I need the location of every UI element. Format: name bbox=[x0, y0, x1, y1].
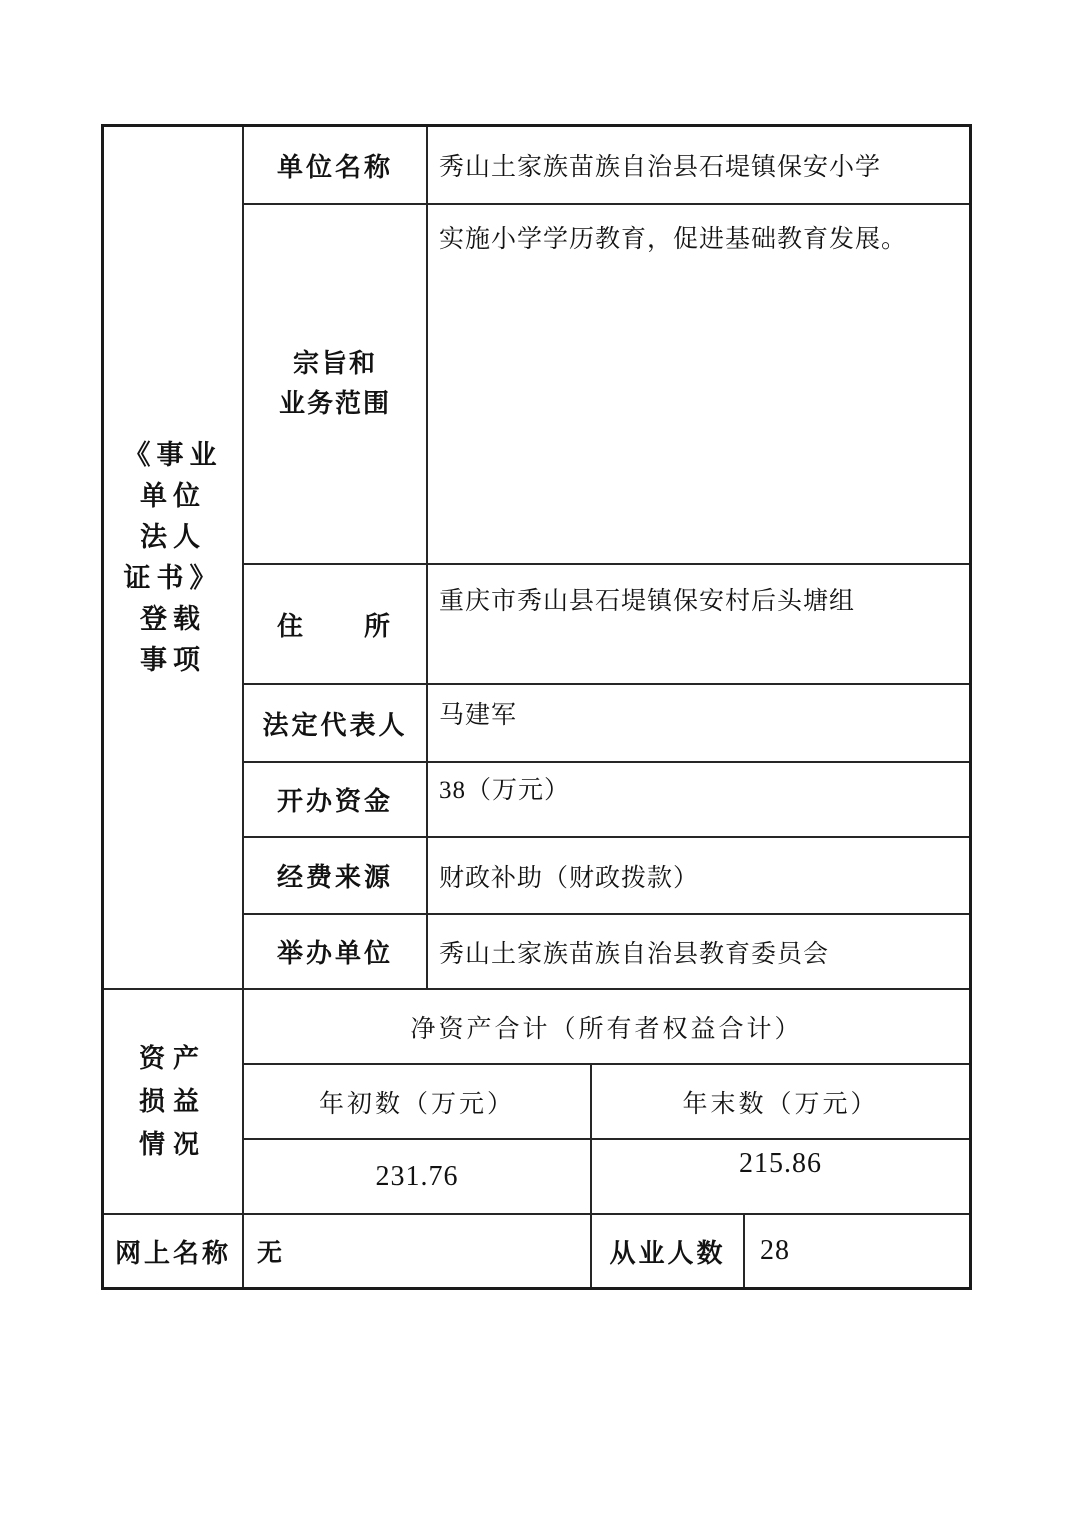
mission-value: 实施小学学历教育，促进基础教育发展。 bbox=[428, 205, 969, 565]
assets-section-label bbox=[104, 990, 244, 1215]
funding-source-value: 财政补助（财政拨款） bbox=[428, 838, 969, 915]
address-value: 重庆市秀山县石堤镇保安村后头塘组 bbox=[428, 565, 969, 685]
certificate-section-label-line: 登载 bbox=[140, 603, 206, 634]
year-end-label: 年末数（万元） bbox=[592, 1065, 969, 1140]
certificate-section-label-line: 事项 bbox=[140, 644, 206, 675]
legal-representative-label: 法定代表人 bbox=[244, 685, 428, 763]
address-label: 住 所 bbox=[244, 565, 428, 685]
mission-label bbox=[244, 205, 428, 565]
year-start-label: 年初数（万元） bbox=[244, 1065, 592, 1140]
unit-name-value: 秀山土家族苗族自治县石堤镇保安小学 bbox=[428, 127, 969, 205]
year-end-value: 215.86 bbox=[592, 1140, 969, 1215]
registration-table bbox=[101, 124, 972, 1290]
mission-label-line: 业务范围 bbox=[278, 389, 391, 418]
organizer-label: 举办单位 bbox=[244, 915, 428, 990]
net-assets-header: 净资产合计（所有者权益合计） bbox=[244, 990, 969, 1065]
certificate-section-label-line: 单位 bbox=[140, 480, 206, 511]
capital-value: 38（万元） bbox=[428, 763, 969, 838]
certificate-section-label-line: 《事业 bbox=[123, 439, 223, 470]
online-name-value: 无 bbox=[244, 1215, 592, 1287]
certificate-section-label bbox=[104, 127, 244, 990]
legal-representative-value: 马建军 bbox=[428, 685, 969, 763]
funding-source-label: 经费来源 bbox=[244, 838, 428, 915]
certificate-section-label-line: 法人 bbox=[140, 521, 206, 552]
online-name-label: 网上名称 bbox=[104, 1215, 244, 1287]
capital-label: 开办资金 bbox=[244, 763, 428, 838]
staff-count-label: 从业人数 bbox=[592, 1215, 745, 1287]
mission-label-line: 宗旨和 bbox=[292, 349, 377, 378]
assets-section-label-line: 损益 bbox=[138, 1087, 207, 1116]
year-start-value: 231.76 bbox=[244, 1140, 592, 1215]
certificate-section-label-line: 证书》 bbox=[123, 562, 223, 593]
staff-count-value: 28 bbox=[760, 1235, 790, 1266]
unit-name-label: 单位名称 bbox=[244, 127, 428, 205]
organizer-value: 秀山土家族苗族自治县教育委员会 bbox=[428, 915, 969, 990]
assets-section-label-line: 情况 bbox=[138, 1130, 207, 1159]
assets-section-label-line: 资产 bbox=[138, 1044, 207, 1073]
